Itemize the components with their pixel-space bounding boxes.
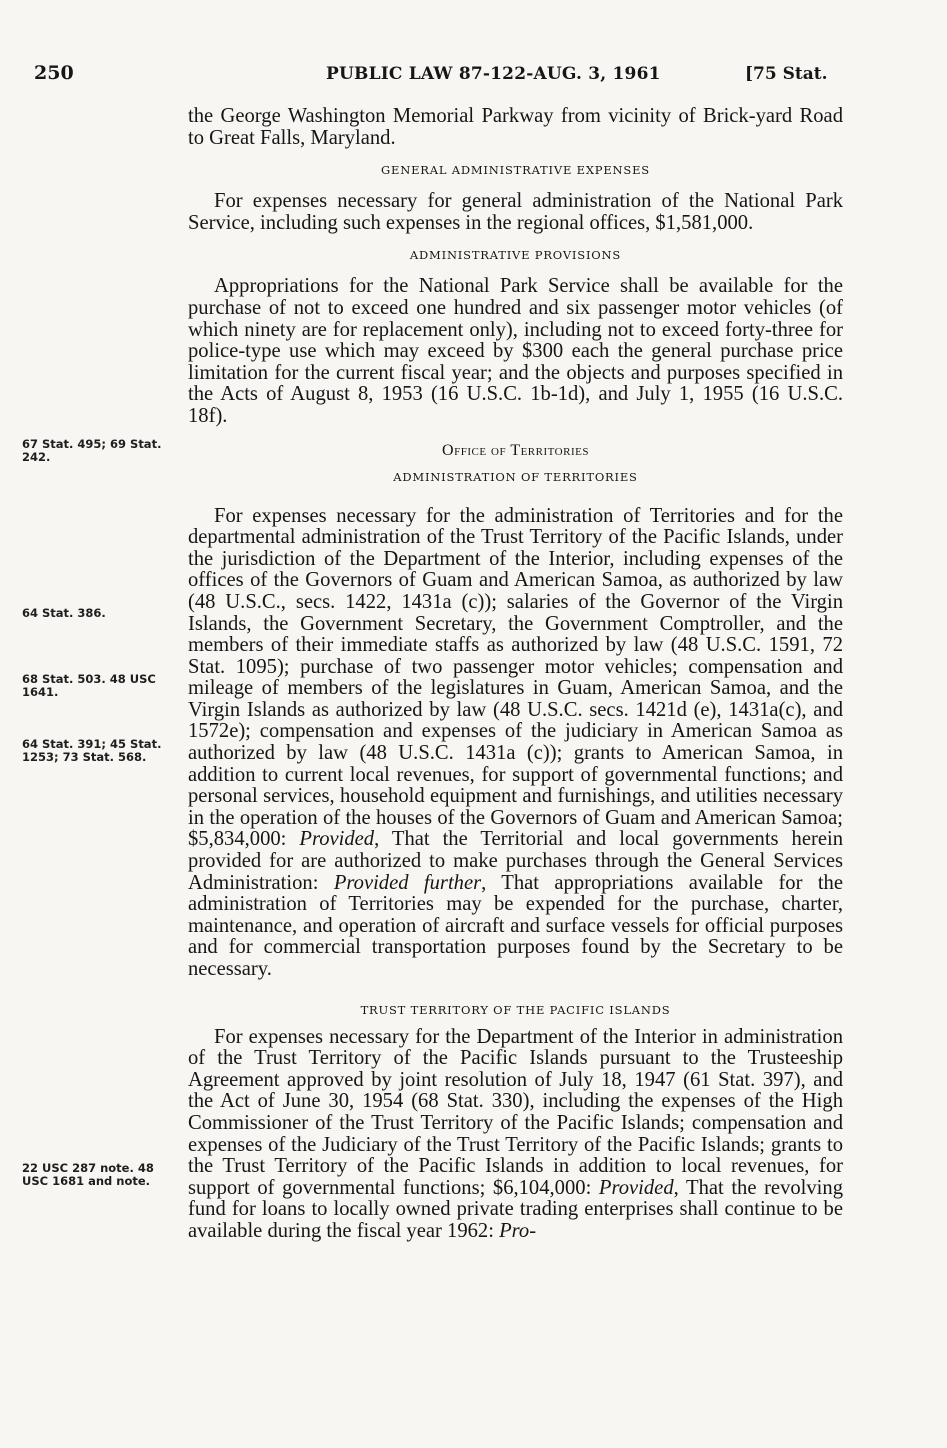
margin-note-statutes-2: 64 Stat. 386. [22,606,106,620]
title-office-of-territories: Office of Territories [442,441,589,459]
page-header [0,62,947,92]
paragraph-territories [188,506,843,981]
body-text [188,106,843,1243]
paragraph-general-expenses: For expenses necessary for general administration of the National Park Service, including such expenses in the regional offices, $1,581,000. [188,190,843,234]
territories-text-3: , That appropriations available for the administration of Territories may be expended for the purchase, charter, maintenance, and operation of aircraft and surface vessels for official purposes and for commercial transportation purposes found by the Secretary to be necessary. [188,871,843,980]
provided-further-italic: Provided further [333,871,482,894]
trust-text-2: , That the revolving fund for loans to locally owned private trading enterprises shall continue to be available during the fiscal year 1962: [188,1176,844,1242]
margin-note-statutes-3: 68 Stat. 503. 48 USC 1641. [22,672,156,699]
heading-general-expenses: GENERAL ADMINISTRATIVE EXPENSES [381,163,650,178]
page-number: 250 [34,62,74,84]
margin-note-statutes-5: 22 USC 287 note. 48 USC 1681 and note. [22,1161,154,1188]
trust-text-1: For expenses necessary for the Department of the Interior in administration of the Trust Territory of the Pacific Islands pursuant to the Trusteeship Agreement approved by joint resolution of July 18, 1947 (61 Stat. 397), and the Act of June 30, 1954 (68 Stat. 330), including the expenses of the High Commissioner of the Trust Territory of the Pacific Islands; compensation and expenses of the Judiciary of the Trust Territory of the Pacific Islands; grants to the Trust Territory of the Pacific Islands in addition to local revenues, for support of governmental functions; $6,104,000: [188,1025,843,1199]
heading-administrative-provisions: ADMINISTRATIVE PROVISIONS [409,248,622,263]
provided-italic: Provided [299,828,375,851]
pro-continuation: Pro- [499,1219,537,1242]
margin-note-statutes-4: 64 Stat. 391; 45 Stat. 1253; 73 Stat. 568. [22,737,162,764]
territories-text-1: For expenses necessary for the administration of Territories and for the departmental administration of the Trust Territory of the Pacific Islands, under the jurisdiction of the Department of the Interior, including expenses of the offices of the Governors of Guam and American Samoa, as authorized by law (48 U.S.C., secs. 1422, 1431a (c)); salaries of the Governor of the Virgin Islands, the Government Secretary, the Government Comptroller, and the members of their immediate staffs as authorized by law (48 U.S.C. 1591, 72 Stat. 1095); purchase of two passenger motor vehicles; compensation and mileage of members of the legislatures in Guam, American Samoa, and the Virgin Islands as authorized by law (48 U.S.C. secs. 1421d (e), 1431a(c), and 1572e); compensation and expenses of the judiciary in American Samoa as authorized by law (48 U.S.C. 1431a (c)); grants to American Samoa, in addition to current local revenues, for support of governmental functions; and personal services, household equipment and furnishings, and utilities necessary in the operation of the houses of the Governors of Guam and American Samoa; $5,834,000: [188,504,843,851]
heading-administration-of-territories: ADMINISTRATION OF TERRITORIES [393,469,638,484]
heading-trust-territory: TRUST TERRITORY OF THE PACIFIC ISLANDS [360,1002,671,1017]
paragraph-trust-territory [188,1027,843,1243]
territories-text-2: , That the Territorial and local governments herein provided for are authorized to make purchases through the General Services Administration: [188,828,843,894]
running-title: PUBLIC LAW 87-122-AUG. 3, 1961 [326,64,661,84]
continuation-paragraph: the George Washington Memorial Parkway from vicinity of Brick-yard Road to Great Falls, Maryland. [188,105,843,149]
paragraph-administrative-provisions: Appropriations for the National Park Service shall be available for the purchase of not to exceed one hundred and six passenger motor vehicles (of which ninety are for replacement only), including not to exceed forty-three for police-type use which may exceed by $300 each the general purchase price limitation for the current fiscal year; and the objects and purposes specified in the Acts of August 8, 1953 (16 U.S.C. 1b-1d), and July 1, 1955 (16 U.S.C. 18f). [188,275,843,427]
volume-reference: [75 Stat. [745,64,828,84]
provided-italic-2: Provided [598,1176,674,1199]
margin-note-statutes-1: 67 Stat. 495; 69 Stat. 242. [22,437,162,464]
